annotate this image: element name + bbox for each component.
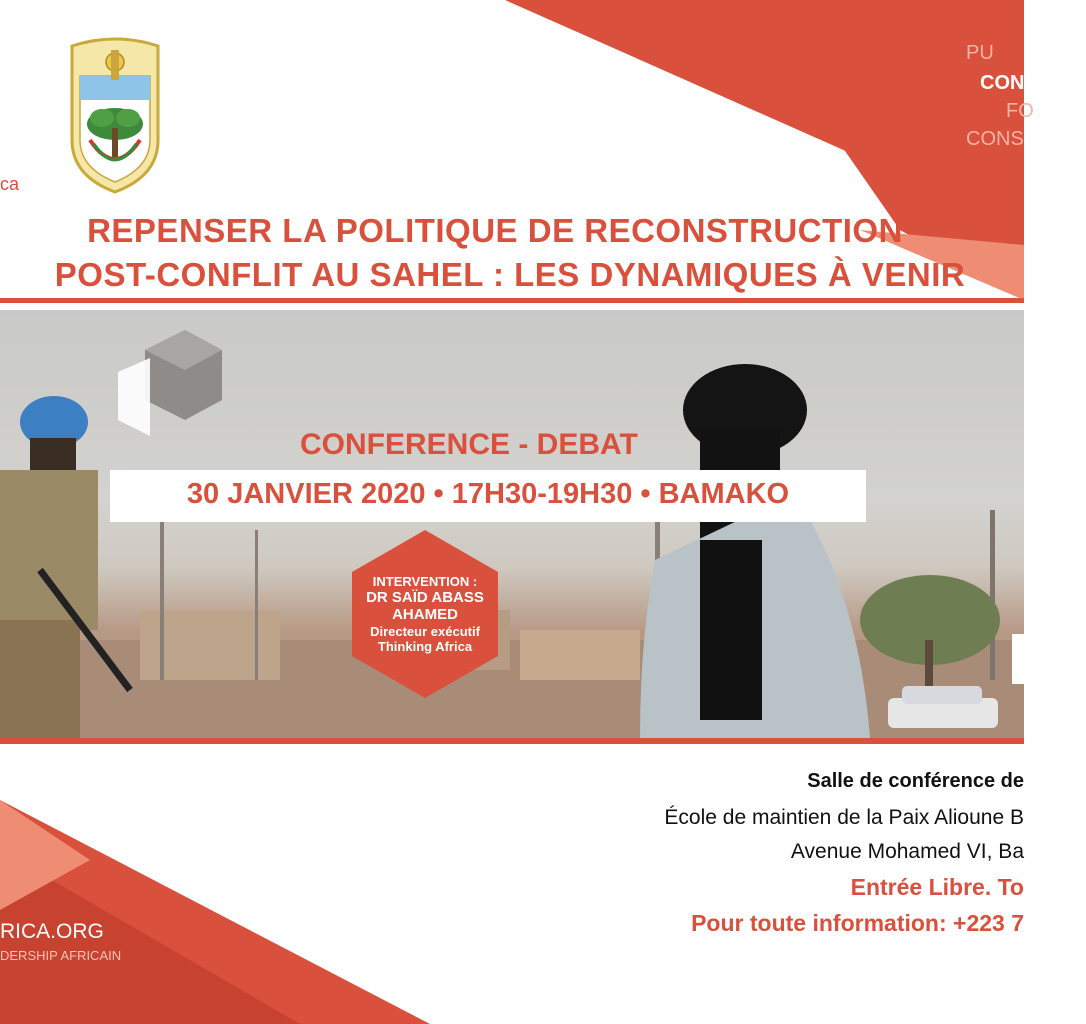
venue-line-1: Salle de conférence de bbox=[807, 770, 1024, 792]
bottom-left-decoration bbox=[0, 790, 460, 1024]
sahel-street-scene bbox=[0, 310, 1024, 738]
speaker-name-line-1: DR SAÏD ABASS bbox=[366, 589, 484, 607]
venue-line-3: Avenue Mohamed VI, Ba bbox=[790, 840, 1024, 863]
entry-info: Entrée Libre. To bbox=[850, 874, 1024, 900]
event-photo bbox=[0, 310, 1024, 738]
event-type: CONFERENCE - DEBAT bbox=[300, 428, 638, 461]
title-line-1: REPENSER LA POLITIQUE DE RECONSTRUCTION bbox=[87, 212, 903, 249]
top-right-text-4: CONS bbox=[966, 128, 1024, 150]
speaker-block bbox=[352, 574, 498, 654]
top-right-text-3: FO bbox=[1006, 100, 1034, 122]
event-date-line: 30 JANVIER 2020 • 17H30-19H30 • BAMAKO bbox=[186, 478, 790, 510]
speaker-role-line-2: Thinking Africa bbox=[377, 638, 473, 654]
date-banner bbox=[110, 470, 866, 522]
title-underline bbox=[0, 298, 1024, 303]
military-school-crest-emblem bbox=[66, 36, 164, 194]
top-right-text-2: CON bbox=[980, 72, 1025, 94]
speaker-label: INTERVENTION : bbox=[372, 574, 478, 589]
speaker-role-line-1: Directeur exécutif bbox=[370, 623, 480, 639]
speaker-name-line-2: AHAMED bbox=[392, 606, 458, 624]
contact-info: Pour toute information: +223 7 bbox=[691, 910, 1024, 936]
left-logo-fragment: ca bbox=[0, 174, 20, 194]
organization-tagline: DERSHIP AFRICAIN bbox=[0, 948, 122, 963]
right-edge-hexagon-fragment bbox=[1012, 634, 1024, 684]
photo-bottom-rule bbox=[0, 738, 1024, 744]
website-url: RICA.ORG bbox=[0, 920, 104, 943]
title-line-2: POST-CONFLIT AU SAHEL : LES DYNAMIQUES À VENIR bbox=[54, 256, 966, 293]
top-right-text-1: PU bbox=[966, 42, 994, 64]
venue-line-2: École de maintien de la Paix Alioune B bbox=[664, 806, 1024, 829]
